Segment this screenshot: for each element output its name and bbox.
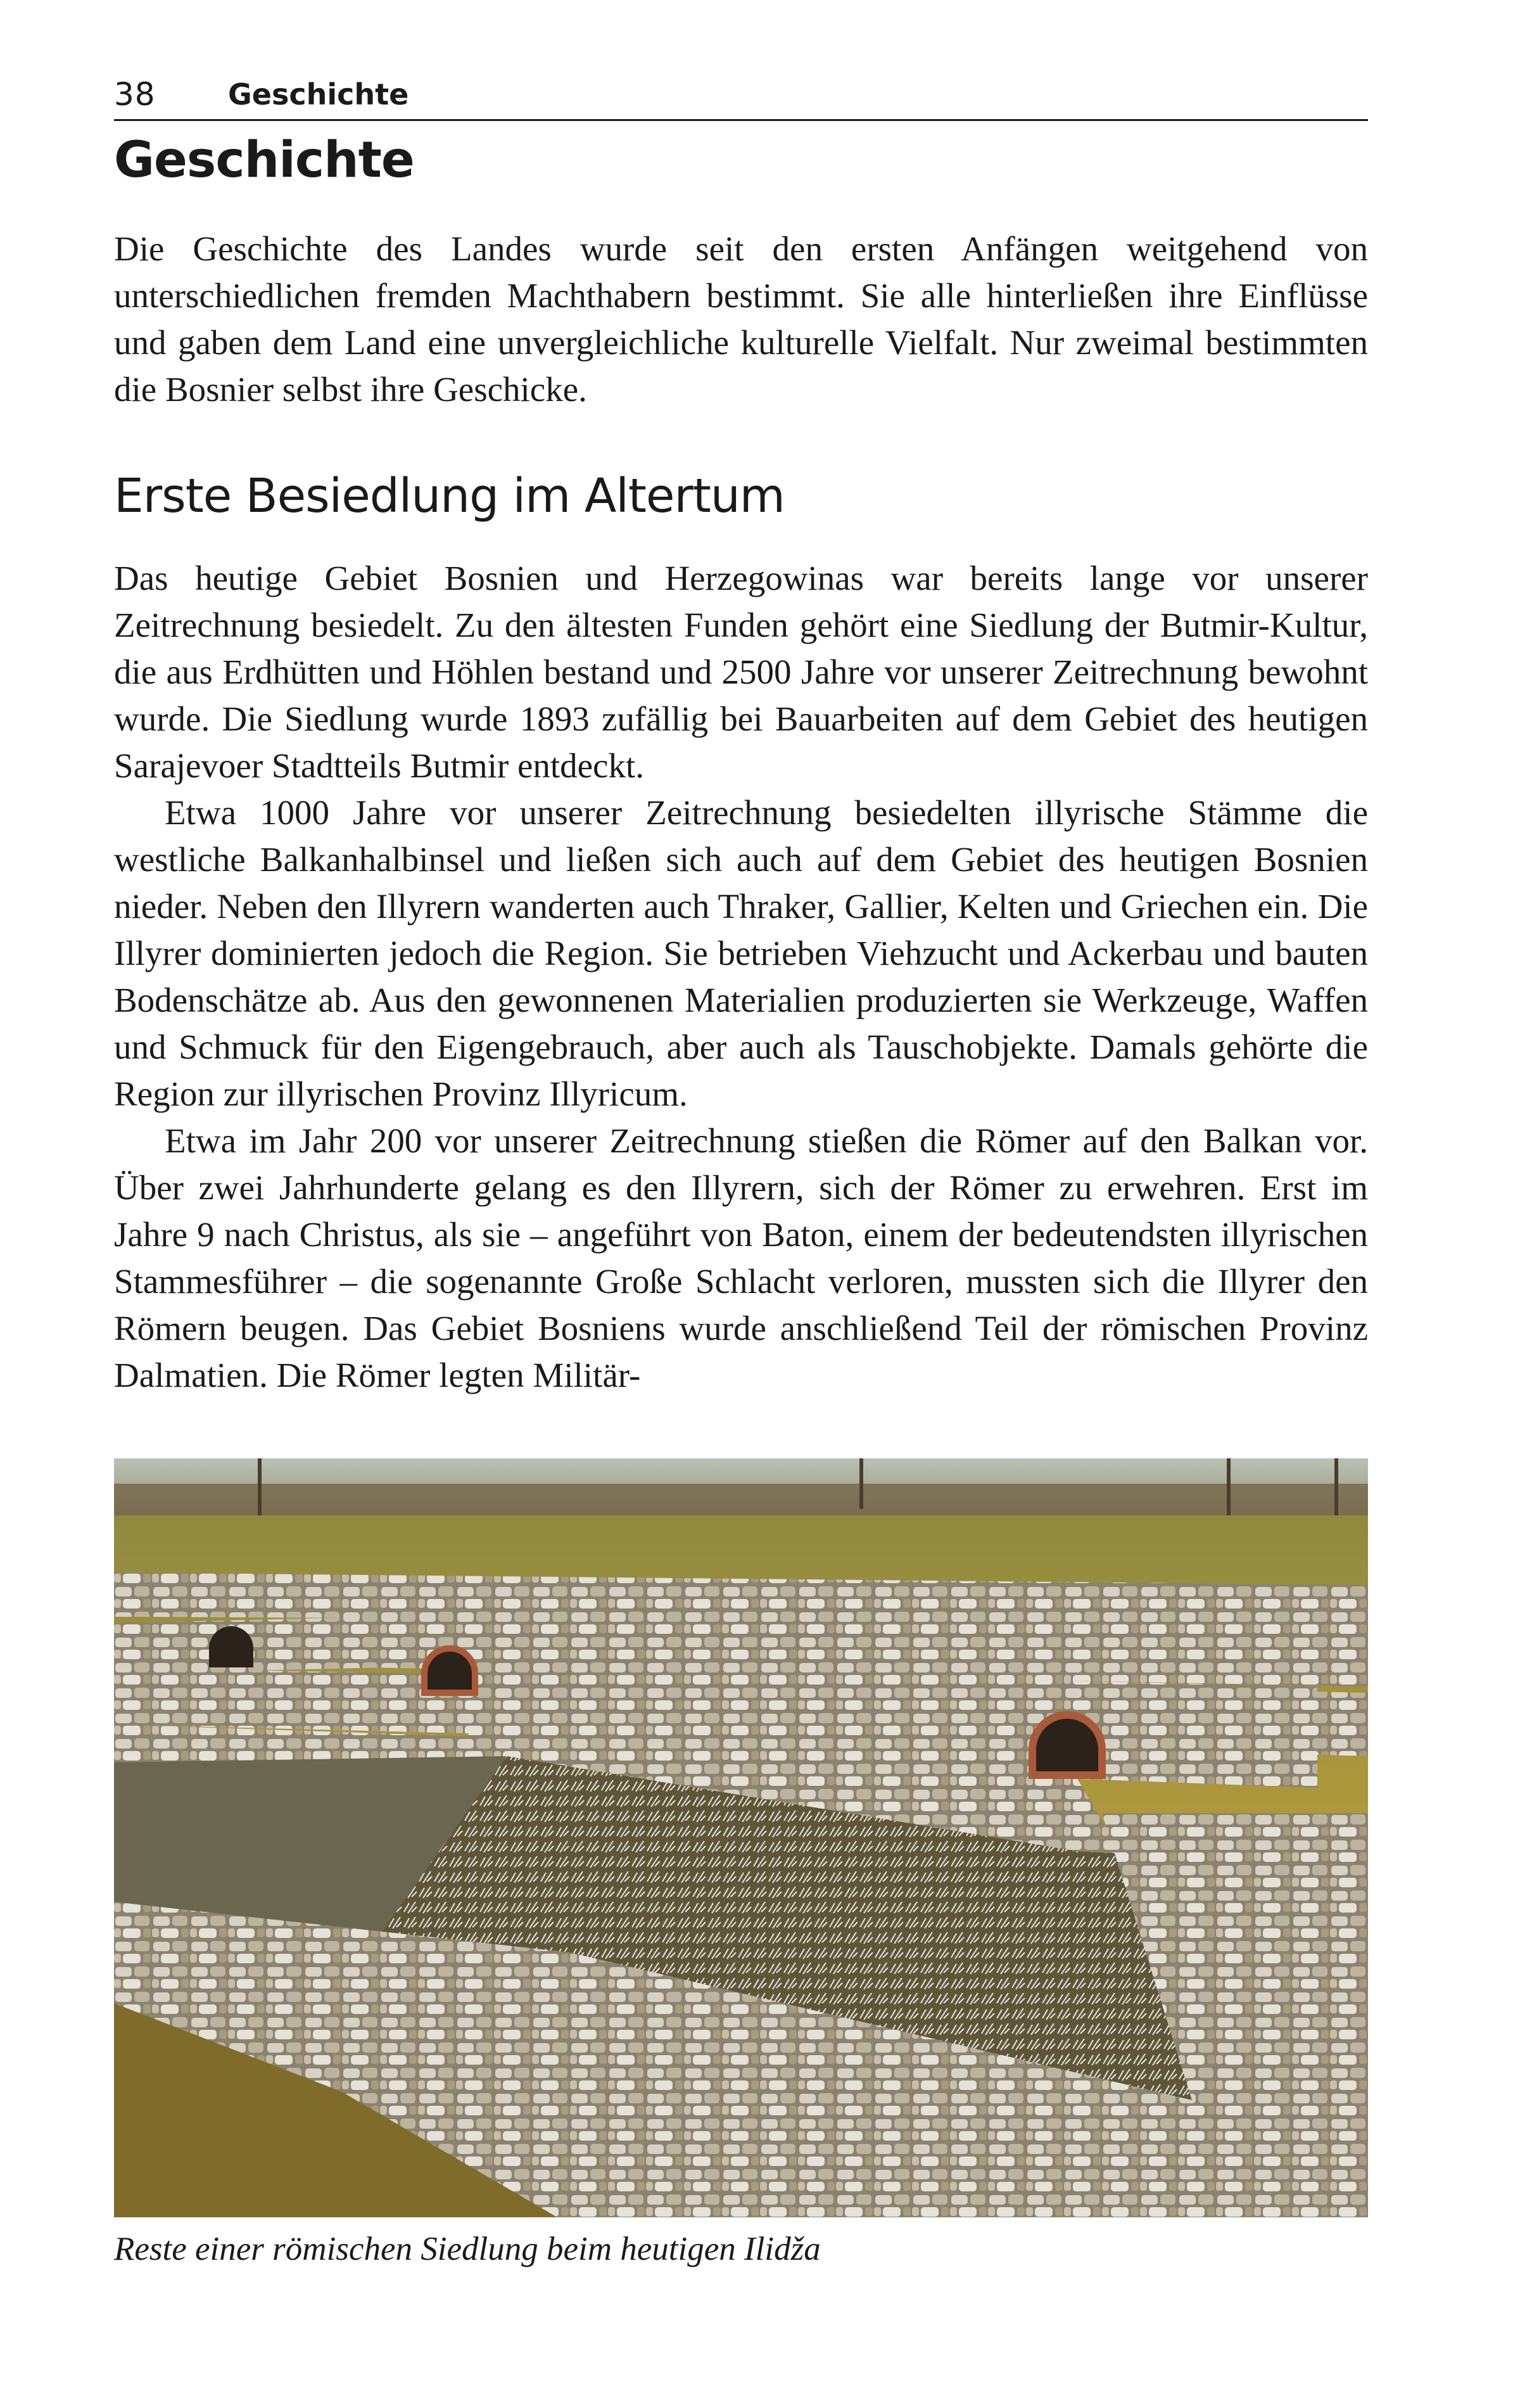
section-title: Erste Besiedlung im Altertum bbox=[114, 469, 785, 523]
running-head-title: Geschichte bbox=[228, 77, 409, 111]
intro-text bbox=[114, 226, 1368, 413]
roman-ruins-photo bbox=[114, 1458, 1368, 2217]
intro-paragraph: Die Geschichte des Landes wurde seit den ersten Anfängen weitgehend von unterschiedlichen fremden Machthabern bestimmt. Sie alle hinterließen ihre Einflüsse und gaben dem Land eine unvergleichliche kulturelle Vielfalt. Nur zweimal bestimmten die Bosnier selbst ihre Geschicke. bbox=[114, 229, 1368, 409]
paragraph-3: Etwa im Jahr 200 vor unserer Zeitrechnung stießen die Römer auf den Balkan vor. Über zwei Jahrhunderte gelang es den Illyrern, sich der Römer zu erwehren. Erst im Jahre 9 nach Christus, als sie – angeführt von Baton, einem der bedeutendsten illyrischen Stammesführer – die sogenannte Große Schlacht verloren, mussten sich die Illyrer den Römern beugen. Das Gebiet Bosniens wurde anschließend Teil der römischen Provinz Dalmatien. Die Römer legten Militär- bbox=[114, 1121, 1368, 1394]
paragraph-2: Etwa 1000 Jahre vor unserer Zeitrechnung besiedelten illyrische Stämme die westliche Balkanhalbinsel und ließen sich auch auf dem Gebiet des heutigen Bosnien nieder. Neben den Illyrern wanderten auch Thraker, Gallier, Kelten und Griechen ein. Die Illyrer dominierten jedoch die Region. Sie betrieben Viehzucht und Ackerbau und bauten Bodenschätze ab. Aus den gewonnenen Materialien produzierten sie Werkzeuge, Waffen und Schmuck für den Eigengebrauch, aber auch als Tauschobjekte. Damals gehörte die Region zur illyrischen Provinz Illyricum. bbox=[114, 793, 1368, 1113]
paragraph-1: Das heutige Gebiet Bosnien und Herzegowinas war bereits lange vor unserer Zeitrechnung besiedelt. Zu den ältesten Funden gehört eine Siedlung der Butmir-Kultur, die aus Erdhütten und Höhlen bestand und 2500 Jahre vor unserer Zeitrechnung bewohnt wurde. Die Siedlung wurde 1893 zufällig bei Bauarbeiten auf dem Gebiet des heutigen Sarajevoer Stadtteils Butmir entdeckt. bbox=[114, 559, 1368, 785]
running-head bbox=[114, 71, 1368, 121]
section-body bbox=[114, 555, 1368, 1399]
photo-caption: Reste einer römischen Siedlung beim heutigen Ilidža bbox=[114, 2231, 821, 2267]
page-number: 38 bbox=[114, 76, 156, 113]
roman-ruins-photo-illustration bbox=[114, 1458, 1368, 2217]
chapter-title: Geschichte bbox=[114, 132, 414, 189]
